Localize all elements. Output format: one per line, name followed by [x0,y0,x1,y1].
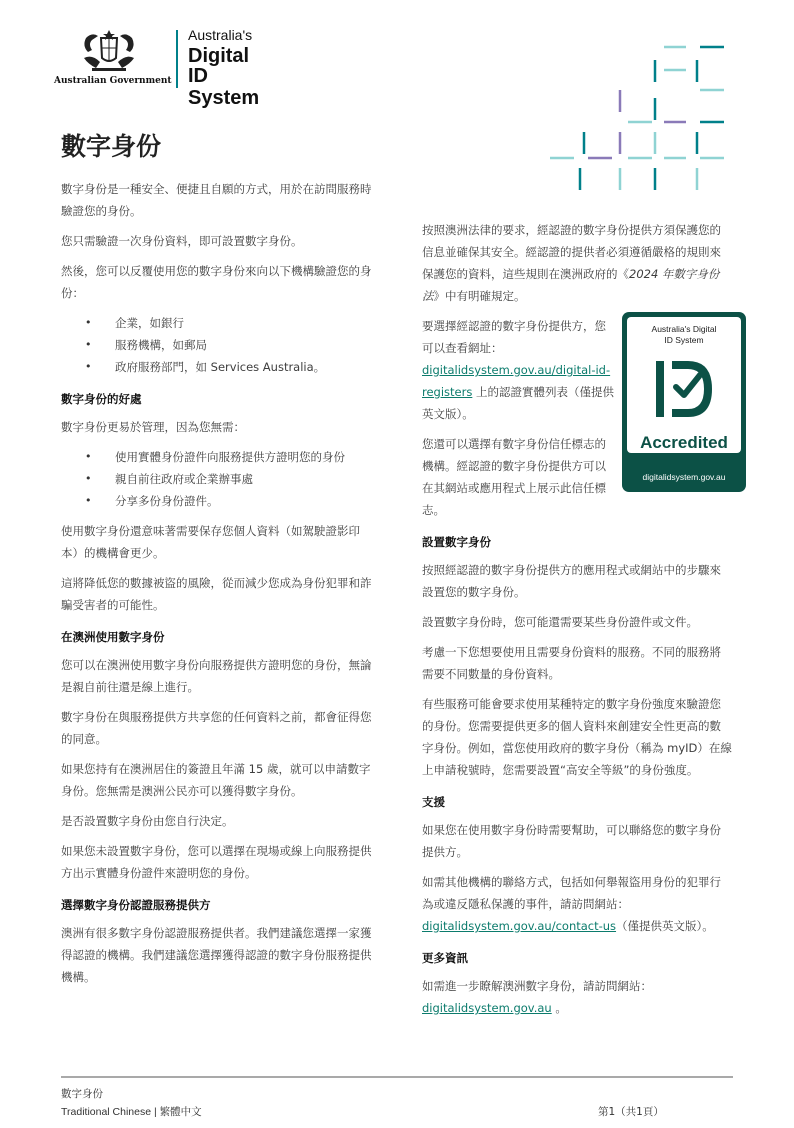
intro-paragraph-2: 您只需驗證一次身份資料，即可設置數字身份。 [61,234,303,248]
product-line-2: Digital ID [188,45,250,87]
benefits-paragraph-2: 這將降低您的數據被盜的風險，從而減少您成為身份犯罪和詐騙受害者的可能性。 [61,576,372,612]
product-line-1: Australia's [188,27,253,43]
law-paragraph: 按照澳洲法律的要求，經認證的數字身份提供方須保護您的信息並確保其安全。經認證的提供者必須遵循嚴格的規則來保護您的資料，這些規則在澳洲政府的《2024 年數字身份法》中有明確規定。 [422,223,721,303]
trust-mark-paragraph: 您還可以選擇有數字身份信任標志的機構。經認證的數字身份提供方可以在其網站或應用程式上展示此信任標志。 [422,437,606,517]
benefits-intro: 數字身份更易於管理，因為您無需： [61,420,245,434]
page-title: 數字身份 [61,132,162,161]
use-paragraph-3: 如果您持有在澳洲居住的簽證且年滿 15 歲，就可以申請數字身份。您無需是澳洲公民亦可以獲得數字身份。 [61,762,371,798]
benefits-paragraph-1: 使用數字身份還意味著需要保存您個人資料（如駕駛證影印本）的機構會更少。 [61,524,360,560]
header-divider [176,30,178,88]
decorative-grid-graphic [548,40,728,192]
badge-panel [627,317,741,453]
contact-us-link[interactable]: digitalidsystem.gov.au/contact-us [422,919,617,933]
list-item: • 親自前往政府或企業辦事處 [61,468,373,490]
setup-paragraph-1: 按照經認證的數字身份提供方的應用程式或網站中的步驟來設置您的數字身份。 [422,563,721,599]
list-item: • 企業，如銀行 [61,312,373,334]
support-paragraph-2: 如需其他機構的聯絡方式，包括如何舉報盜用身份的犯罪行為或違反隱私保護的事件，請訪問網站：digitalidsystem.gov.au/contact-us（僅提供英文版）。 [422,875,721,933]
website-link[interactable]: digitalidsystem.gov.au [422,1001,552,1015]
setup-heading: 設置數字身份 [422,535,491,549]
digital-id-check-icon [654,357,714,421]
list-item: • 服務機構，如郵局 [61,334,373,356]
accredited-badge [622,312,746,492]
badge-url: digitalidsystem.gov.au [642,472,726,482]
government-name: Australian Government [54,76,172,86]
registers-link[interactable]: digitalidsystem.gov.au/digital-id-registers [422,363,611,399]
badge-title-line-1: Australia's Digital [651,324,717,334]
more-info-paragraph: 如需進一步瞭解澳洲數字身份，請訪問網站：digitalidsystem.gov.au 。 [422,979,652,1015]
footer-language: Traditional Chinese | 繁體中文 [61,1106,202,1118]
organisation-list [61,312,373,378]
benefits-list [61,446,373,512]
list-item: • 政府服務部門，如 Services Australia。 [61,356,373,378]
choose-paragraph: 澳洲有很多數字身份認證服務提供者。我們建議您選擇一家獲得認證的機構。我們建議您選擇獲得認證的數字身份服務提供機構。 [61,926,372,984]
list-item: • 使用實體身份證件向服務提供方證明您的身份 [61,446,373,468]
intro-paragraph-1: 數字身份是一種安全、便捷且自願的方式，用於在訪問服務時驗證您的身份。 [61,182,372,218]
coat-of-arms-icon [78,28,140,74]
support-heading: 支援 [422,795,445,809]
intro-paragraph-3: 然後，您可以反覆使用您的數字身份來向以下機構驗證您的身份： [61,264,372,300]
product-line-3: System [188,87,260,109]
product-name [188,28,259,108]
footer-divider [61,1076,733,1078]
left-column [61,178,373,996]
benefits-heading: 數字身份的好處 [61,392,142,406]
badge-title-line-2: ID System [664,335,704,345]
find-provider-paragraph: 要選擇經認證的數字身份提供方，您可以查看網址：digitalidsystem.gov.au/digital-id-registers 上的認證實體列表（僅提供英文版）。 [422,319,614,421]
more-info-heading: 更多資訊 [422,951,468,965]
setup-paragraph-3: 考慮一下您想要使用且需要身份資料的服務。不同的服務將需要不同數量的身份資料。 [422,645,721,681]
footer-title: 數字身份 [61,1088,103,1100]
use-heading: 在澳洲使用數字身份 [61,630,165,644]
choose-heading: 選擇數字身份認證服務提供方 [61,898,211,912]
use-paragraph-4: 是否設置數字身份由您自行決定。 [61,814,234,828]
list-item: • 分享多份身份證件。 [61,490,373,512]
support-paragraph-1: 如果您在使用數字身份時需要幫助，可以聯絡您的數字身份提供方。 [422,823,721,859]
badge-accredited-label: Accredited [640,433,728,452]
setup-paragraph-2: 設置數字身份時，您可能還需要某些身份證件或文件。 [422,615,698,629]
use-paragraph-5: 如果您未設置數字身份，您可以選擇在現場或線上向服務提供方出示實體身份證件來證明您的身份。 [61,844,372,880]
use-paragraph-2: 數字身份在與服務提供方共享您的任何資料之前，都會征得您的同意。 [61,710,372,746]
page-number: 第1（共1頁） [598,1106,664,1118]
use-paragraph-1: 您可以在澳洲使用數字身份向服務提供方證明您的身份，無論是親自前往還是線上進行。 [61,658,372,694]
setup-paragraph-4: 有些服務可能會要求使用某種特定的數字身份強度來驗證您的身份。您需要提供更多的個人資料來創建安全性更高的數字身份。例如，當您使用政府的數字身份（稱為 myID）在線上申請稅號時，您需要設置“高安全等級”的身份強度。 [422,697,732,777]
